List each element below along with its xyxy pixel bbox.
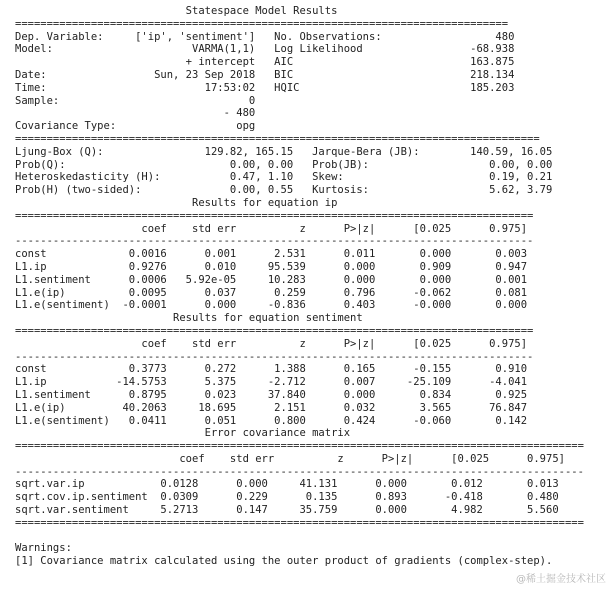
report-line: sqrt.var.ip 0.0128 0.000 41.131 0.000 0.012 0.013 — [15, 478, 559, 491]
report-line: ============================================================================== — [15, 17, 509, 30]
report-line: Prob(Q): 0.00, 0.00 Prob(JB): 0.00, 0.00 — [15, 158, 553, 171]
report-line: L1.sentiment 0.8795 0.023 37.840 0.000 0.834 0.925 — [15, 388, 528, 401]
report-line: ================================================================================== — [15, 209, 534, 222]
report-line: L1.e(ip) 0.0095 0.037 0.259 0.796 -0.062 0.081 — [15, 286, 528, 299]
report-line: Date: Sun, 23 Sep 2018 BIC 218.134 — [15, 68, 515, 81]
report-line: L1.ip 0.9276 0.010 95.539 0.000 0.909 0.947 — [15, 260, 528, 273]
report-line: Sample: 0 — [15, 94, 256, 107]
report-line: ========================================================================================== — [15, 516, 584, 529]
report-line: L1.ip -14.5753 5.375 -2.712 0.007 -25.109 -4.041 — [15, 376, 528, 389]
report-line: sqrt.var.sentiment 5.2713 0.147 35.759 0.000 4.982 5.560 — [15, 504, 559, 517]
report-line: coef std err z P>|z| [0.025 0.975] — [15, 222, 528, 235]
report-line: L1.sentiment 0.0006 5.92e-05 10.283 0.000 0.000 0.001 — [15, 273, 528, 286]
report-line: =================================================================================== — [15, 132, 540, 145]
report-line: Prob(H) (two-sided): 0.00, 0.55 Kurtosis: 5.62, 3.79 — [15, 184, 553, 197]
report-line: L1.e(sentiment) 0.0411 0.051 0.800 0.424 -0.060 0.142 — [15, 414, 528, 427]
report-line: Ljung-Box (Q): 129.82, 165.15 Jarque-Bera (JB): 140.59, 16.05 — [15, 145, 553, 158]
model-results-output — [15, 5, 584, 568]
report-line: ================================================================================== — [15, 324, 534, 337]
report-line: coef std err z P>|z| [0.025 0.975] — [15, 337, 528, 350]
report-line: Statespace Model Results — [15, 5, 338, 17]
report-line: Covariance Type: opg — [15, 120, 256, 133]
report-line: Results for equation ip — [15, 196, 338, 209]
report-line: const 0.0016 0.001 2.531 0.011 0.000 0.003 — [15, 248, 528, 261]
report-line: Heteroskedasticity (H): 0.47, 1.10 Skew: 0.19, 0.21 — [15, 171, 553, 184]
report-line: - 480 — [15, 107, 256, 120]
report-line: Warnings: — [15, 542, 72, 555]
report-line: Time: 17:53:02 HQIC 185.203 — [15, 81, 515, 94]
report-line: ========================================================================================== — [15, 440, 584, 453]
report-line: L1.e(ip) 40.2063 18.695 2.151 0.032 3.565 76.847 — [15, 401, 528, 414]
report-line: Error covariance matrix — [15, 427, 351, 440]
report-line — [15, 530, 584, 543]
report-line: ---------------------------------------------------------------------------------- — [15, 235, 534, 248]
report-line: Results for equation sentiment — [15, 312, 363, 325]
report-line: ------------------------------------------------------------------------------------------ — [15, 465, 584, 478]
watermark-text: @稀土掘金技术社区 — [516, 574, 606, 585]
report-line: sqrt.cov.ip.sentiment 0.0309 0.229 0.135 0.893 -0.418 0.480 — [15, 491, 559, 504]
report-line: const 0.3773 0.272 1.388 0.165 -0.155 0.910 — [15, 363, 528, 376]
report-line: ---------------------------------------------------------------------------------- — [15, 350, 534, 363]
report-line: coef std err z P>|z| [0.025 0.975] — [15, 452, 565, 465]
report-line: Dep. Variable: ['ip', 'sentiment'] No. Observations: 480 — [15, 30, 515, 43]
report-line: Model: VARMA(1,1) Log Likelihood -68.938 — [15, 43, 515, 56]
report-line: [1] Covariance matrix calculated using the outer product of gradients (complex-step). — [15, 555, 553, 568]
report-line: L1.e(sentiment) -0.0001 0.000 -0.836 0.403 -0.000 0.000 — [15, 299, 528, 312]
report-line: + intercept AIC 163.875 — [15, 56, 515, 69]
